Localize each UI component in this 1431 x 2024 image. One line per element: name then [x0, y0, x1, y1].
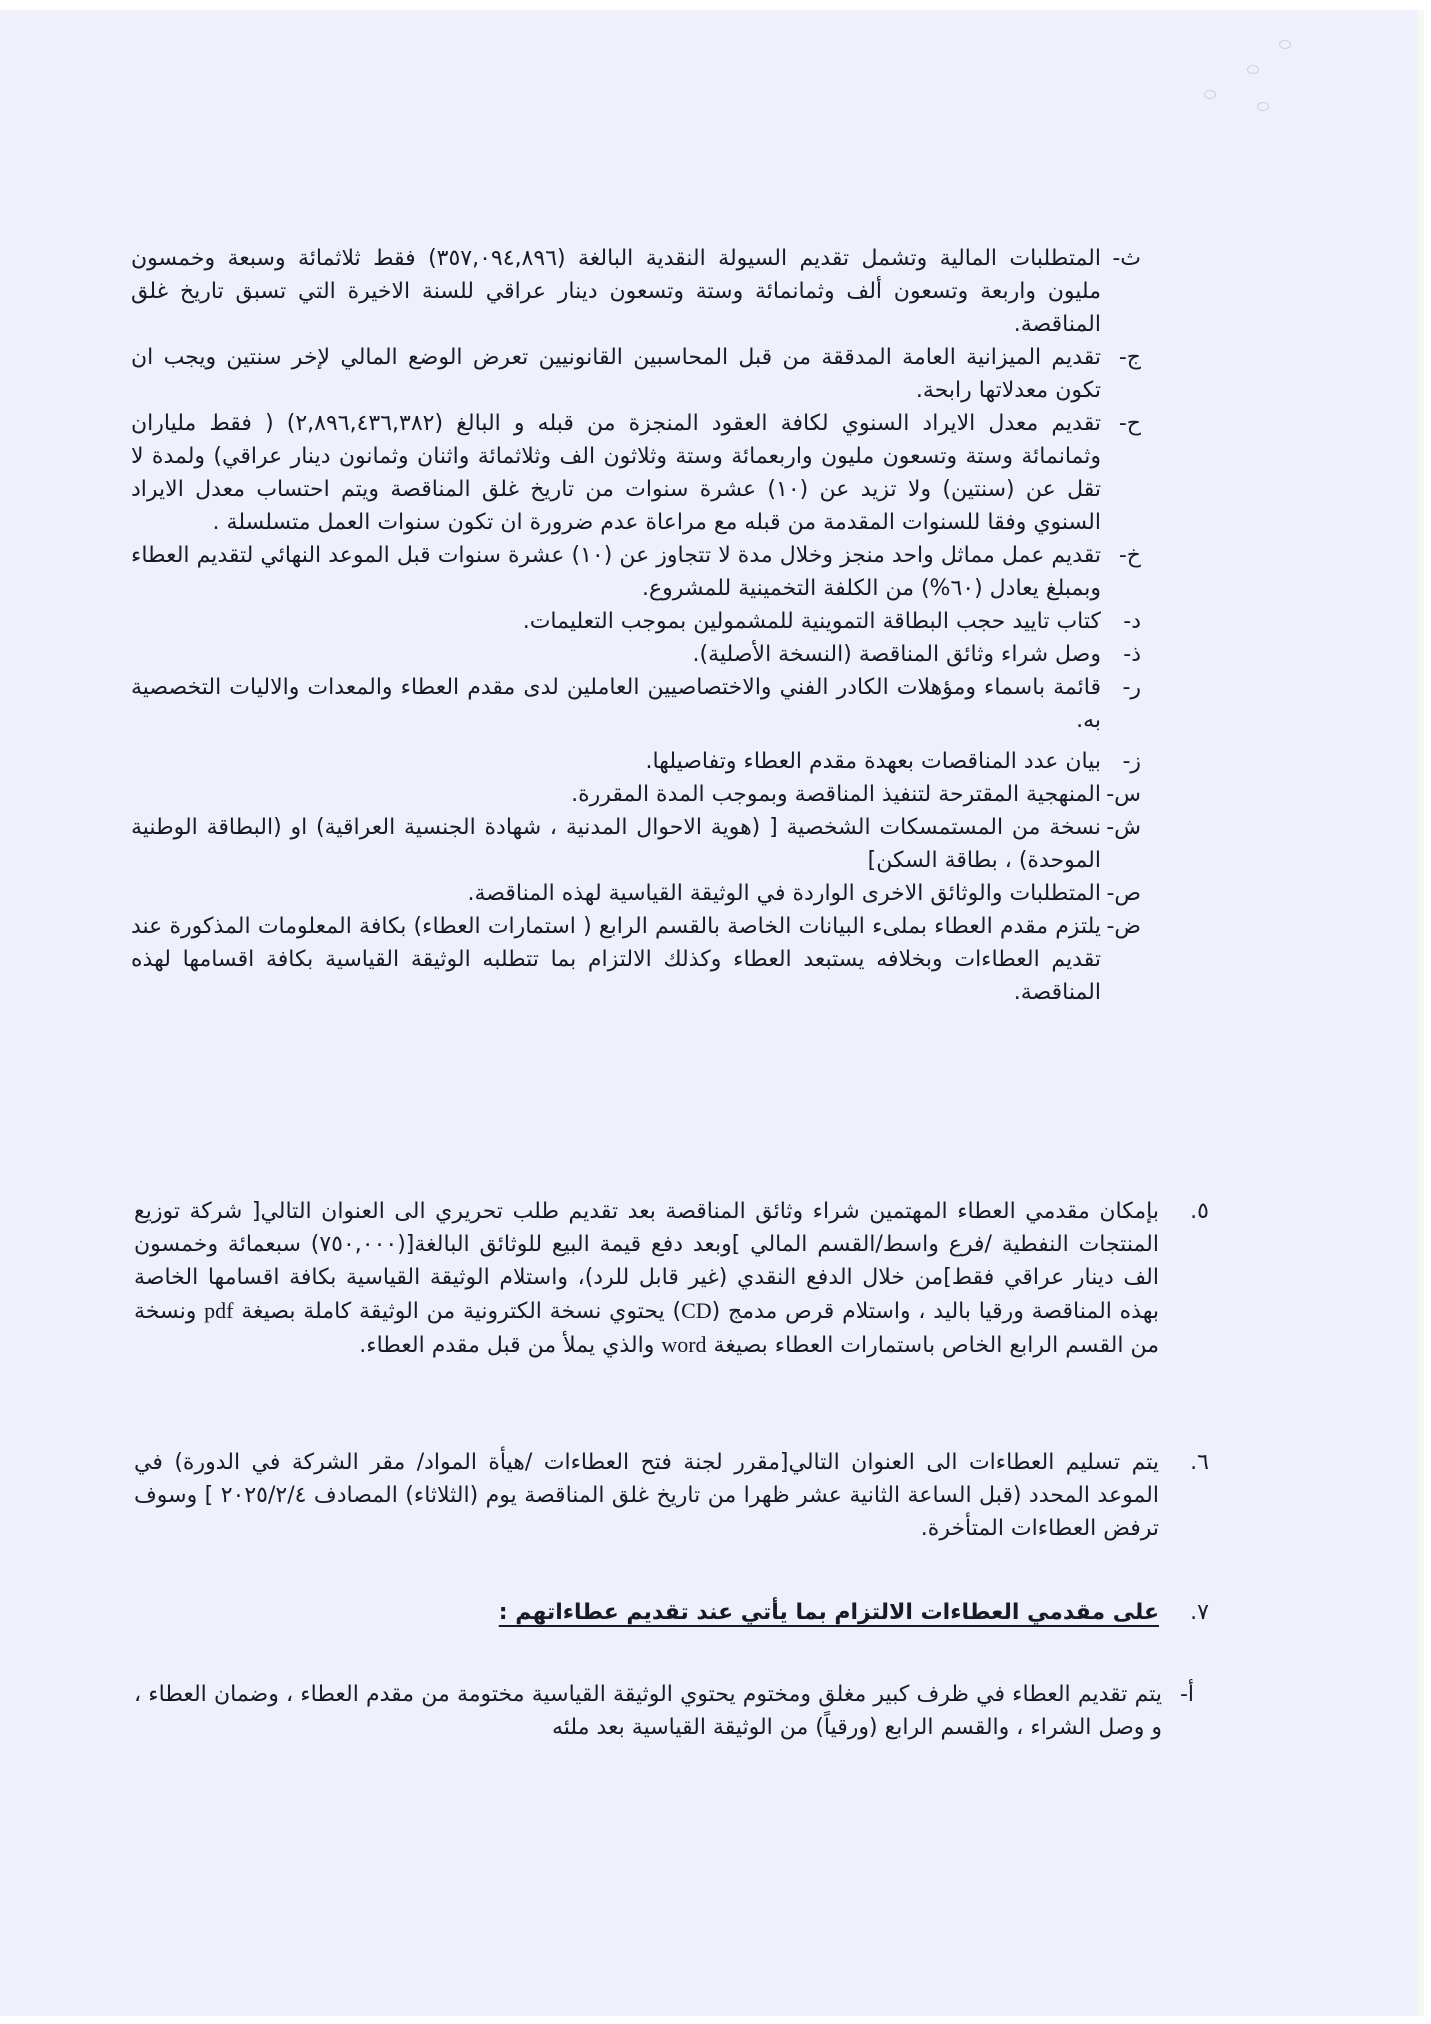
scan-speck	[1247, 65, 1259, 74]
word-term: word	[661, 1332, 707, 1357]
item-marker: ز-	[1122, 749, 1141, 774]
list-item-sin	[131, 778, 1141, 811]
numbered-item-6	[134, 1446, 1209, 1545]
cd-term: CD	[681, 1298, 712, 1323]
item-text: وصل شراء وثائق المناقصة (النسخة الأصلية).	[692, 642, 1101, 667]
scan-speck	[1279, 40, 1291, 49]
item-text: كتاب تاييد حجب البطاقة التموينية للمشمولين بموجب التعليمات.	[522, 609, 1101, 634]
item-marker: ج-	[1118, 345, 1141, 370]
item-marker: خ-	[1118, 543, 1141, 568]
scan-speck	[1204, 90, 1216, 99]
item-text: المتطلبات المالية وتشمل تقديم السيولة النقدية البالغة (٣٥٧,٠٩٤,٨٩٦) فقط ثلاثمائة وسبعة وخمسون مليون واربعة وتسعون ألف وثمانمائة وستة وتسعون دينار عراقي للسنة الاخيرة التي تسبق تاريخ غلق المناقصة.	[131, 246, 1101, 337]
numbered-item-5	[134, 1195, 1209, 1362]
section-heading: على مقدمي العطاءات الالتزام بما يأتي عند تقديم عطاءاتهم :	[498, 1600, 1159, 1625]
list-item-jim	[131, 341, 1141, 407]
item-number: ٦.	[1190, 1450, 1209, 1475]
item-text: تقديم عمل مماثل واحد منجز وخلال مدة لا تتجاوز عن (١٠) عشرة سنوات قبل الموعد النهائي لتقديم العطاء وبمبلغ يعادل (٦٠%) من الكلفة التخمينية للمشروع.	[131, 543, 1101, 601]
item-number: ٥.	[1190, 1199, 1209, 1224]
scan-speck	[1257, 102, 1269, 111]
list-item-sad	[131, 877, 1141, 910]
list-item-ra	[131, 671, 1141, 737]
list-item-shin	[131, 811, 1141, 877]
item-marker: ث-	[1112, 246, 1141, 271]
item-marker: ش-	[1106, 815, 1141, 840]
item-text: يلتزم مقدم العطاء بملىء البيانات الخاصة بالقسم الرابع ( استمارات العطاء) بكافة المعلومات المذكورة عند تقديم العطاءات وبخلافه يستبعد العطاء وكذلك الالتزام بما تتطلبه الوثيقة القياسية بكافة اقسامها لهذه المناقصة.	[131, 914, 1101, 1005]
item-text: يتم تسليم العطاءات الى العنوان التالي[مقرر لجنة فتح العطاءات /هيأة المواد/ مقر الشركة في الدورة) في الموعد المحدد (قبل الساعة الثانية عشر ظهرا من تاريخ غلق المناقصة يوم (الثلاثاء) المصادف ٢٠٢٥/٢/٤ ] وسوف ترفض العطاءات المتأخرة.	[134, 1450, 1159, 1541]
item-text: نسخة من المستمسكات الشخصية [ (هوية الاحوال المدنية ، شهادة الجنسية العراقية) او (البطاقة الوطنية الموحدة) ، بطاقة السكن]	[131, 815, 1101, 873]
item-text-part: ) يحتوي نسخة الكترونية من الوثيقة كاملة بصيغة	[233, 1299, 682, 1324]
item-marker: د-	[1123, 609, 1141, 634]
pdf-term: pdf	[204, 1298, 234, 1323]
item-text: يتم تقديم العطاء في ظرف كبير مغلق ومختوم يحتوي الوثيقة القياسية مختومة من مقدم العطاء ، وضمان العطاء ، و وصل الشراء ، والقسم الرابع (ورقياً) من الوثيقة القياسية بعد ملئه	[134, 1682, 1162, 1740]
item-marker: ص-	[1106, 881, 1141, 906]
requirements-list	[131, 242, 1141, 1009]
item-text: بيان عدد المناقصات بعهدة مقدم العطاء وتفاصيلها.	[645, 749, 1101, 774]
item-number: ٧.	[1190, 1600, 1209, 1625]
item-text: قائمة باسماء ومؤهلات الكادر الفني والاختصاصيين العاملين لدى مقدم العطاء والمعدات والاليات التخصصية به.	[131, 675, 1101, 733]
item-marker: ح-	[1118, 411, 1141, 436]
sub-item-alif	[134, 1678, 1194, 1744]
scanned-page	[0, 10, 1424, 2016]
item-text: المنهجية المقترحة لتنفيذ المناقصة وبموجب المدة المقررة.	[571, 782, 1101, 807]
list-item-dal	[131, 605, 1141, 638]
item-text: تقديم معدل الايراد السنوي لكافة العقود المنجزة من قبله و البالغ (٢,٨٩٦,٤٣٦,٣٨٢) ( فقط ملياران وثمانمائة وستة وتسعون مليون واربعمائة وستة وثلاثون الف وثلاثمائة واثنان وثمانون دينار عراقي) ولمدة لا تقل عن (سنتين) ولا تزيد عن (١٠) عشرة سنوات من تاريخ غلق المناقصة ويتم احتساب معدل الايراد السنوي وفقا للسنوات المقدمة من قبله مع مراعاة عدم ضرورة ان تكون سنوات العمل متسلسلة .	[131, 411, 1102, 535]
item-text: تقديم الميزانية العامة المدققة من قبل المحاسبين القانونيين تعرض الوضع المالي لإخر سنتين ويجب ان تكون معدلاتها رابحة.	[131, 345, 1101, 403]
item-text-part: ونسخة من القسم الرابع الخاص باستمارات العطاء بصيغة	[134, 1299, 1159, 1358]
item-marker: ر-	[1122, 675, 1141, 700]
list-item-thal	[131, 638, 1141, 671]
list-item-dad	[131, 910, 1141, 1009]
scan-edge	[1417, 10, 1424, 2016]
numbered-item-7	[134, 1596, 1209, 1629]
item-text-part: والذي يملأ من قبل مقدم العطاء.	[359, 1333, 662, 1358]
list-item-tha	[131, 242, 1141, 341]
item-marker: ذ-	[1123, 642, 1141, 667]
list-item-zay	[131, 745, 1141, 778]
item-marker: ض-	[1106, 914, 1141, 939]
item-text	[134, 1199, 1159, 1358]
list-item-ha	[131, 407, 1141, 539]
list-item-kha	[131, 539, 1141, 605]
item-marker: س-	[1106, 782, 1141, 807]
item-text: المتطلبات والوثائق الاخرى الواردة في الوثيقة القياسية لهذه المناقصة.	[467, 881, 1101, 906]
item-marker: أ-	[1179, 1682, 1194, 1707]
item-text-part: بإمكان مقدمي العطاء المهتمين شراء وثائق المناقصة بعد تقديم طلب تحريري الى العنوان التالي[ شركة توزيع المنتجات النفطية /فرع واسط/القسم المالي ]وبعد دفع قيمة البيع للوثائق البالغة[(٧٥٠,٠٠٠) سبعمائة وخمسون الف دينار عراقي فقط]من خلال الدفع النقدي (غير قابل للرد)، واستلام الوثيقة القياسية بكافة اقسامها الخاصة بهذه المناقصة ورقيا باليد ، واستلام قرص مدمج (	[134, 1199, 1159, 1324]
